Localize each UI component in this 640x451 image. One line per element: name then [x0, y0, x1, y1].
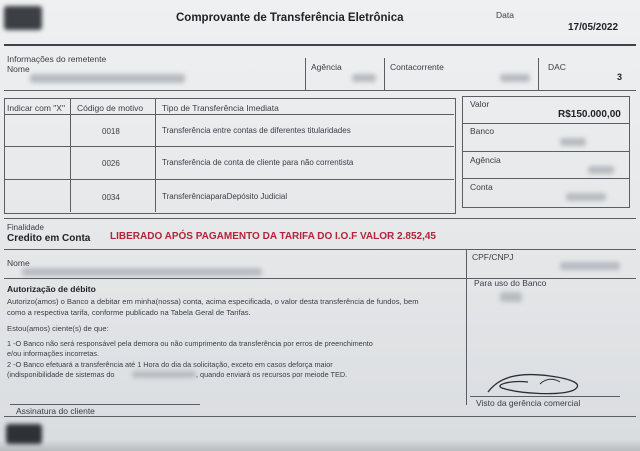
payment-notice: LIBERADO APÓS PAGAMENTO DA TARIFA DO I.O.F VALOR 2.852,45 [110, 231, 436, 242]
redacted-sender-agency [352, 74, 376, 82]
finalidade-value: Credito em Conta [7, 233, 91, 244]
sender-dac-value: 3 [617, 72, 623, 82]
row-description-0034: TransferênciaparaDepósito Judicial [162, 192, 288, 201]
row-description-0026: Transferência de conta de cliente para não correntista [162, 158, 354, 167]
redacted-agency [588, 166, 614, 174]
manager-signature [480, 366, 590, 398]
manager-approval-label: Visto da gerência comercial [476, 398, 581, 408]
authorization-text-line1: Autorizo(amos) o Banco a debitar em minha(nossa) conta, acima especificada, o valor desta transferência de fundos, bem [7, 297, 419, 306]
redacted-bank-name [132, 371, 196, 378]
column-header-type: Tipo de Transferência Imediata [162, 103, 279, 113]
value-label: Valor [470, 99, 490, 109]
redacted-bank [560, 138, 586, 146]
clause-2-line1: 2 -O Banco efetuará a transferência até 1 Hora do dia da solicitação, exceto em casos deforça maior [7, 360, 333, 369]
agency-label: Agência [470, 155, 501, 165]
row-code-0034: 0034 [102, 193, 120, 202]
clause-1-line1: 1 -O Banco não será responsável pela demora ou não cumprimento da transferência por erros de preenchimento [7, 339, 373, 348]
clause-2-line2-start: (indisponibilidade de sistemas do [7, 370, 115, 379]
column-header-code: Código de motivo [77, 103, 144, 113]
sender-info-label: Informações do remetente [7, 54, 107, 64]
aware-text: Estou(amos) ciente(s) de que: [7, 324, 109, 333]
bank-label: Banco [470, 126, 495, 136]
document-title: Comprovante de Transferência Eletrônica [176, 12, 404, 24]
row-description-0018: Transferência entre contas de diferentes titularidades [162, 126, 351, 135]
date-value: 17/05/2022 [568, 22, 619, 33]
bottom-shadow [0, 440, 640, 451]
redacted-sender-name [30, 74, 185, 83]
finalidade-label: Finalidade [7, 223, 44, 232]
cpf-cnpj-label: CPF/CNPJ [472, 252, 514, 262]
column-header-mark: Indicar com "X" [7, 103, 65, 113]
authorization-title: Autorização de débito [7, 284, 96, 294]
clause-1-line2: e/ou informações incorretas. [7, 349, 100, 358]
sender-dac-label: DAC [548, 62, 566, 72]
redacted-recipient-name [22, 268, 262, 276]
recipient-name-label: Nome [7, 258, 30, 268]
authorization-text-line2: como a respectiva tarifa, conforme publicado na Tabela Geral de Tarifas. [7, 308, 251, 317]
redacted-bank-stamp [500, 292, 522, 302]
date-label: Data [496, 10, 514, 20]
bank-use-label: Para uso do Banco [474, 278, 547, 288]
row-code-0026: 0026 [102, 159, 120, 168]
redacted-cpf-cnpj [560, 262, 620, 270]
redacted-sender-account [500, 74, 530, 82]
transfer-value: R$150.000,00 [558, 109, 621, 120]
redacted-account [566, 193, 606, 201]
clause-2-line2-end: , quando enviará os recursos por meiode TED. [196, 370, 348, 379]
sender-account-label: Contacorrente [390, 62, 444, 72]
account-label: Conta [470, 182, 493, 192]
redacted-logo [4, 6, 42, 30]
client-signature-label: Assinatura do cliente [16, 406, 95, 416]
sender-agency-label: Agência [311, 62, 342, 72]
sender-name-label: Nome [7, 64, 30, 74]
row-code-0018: 0018 [102, 127, 120, 136]
